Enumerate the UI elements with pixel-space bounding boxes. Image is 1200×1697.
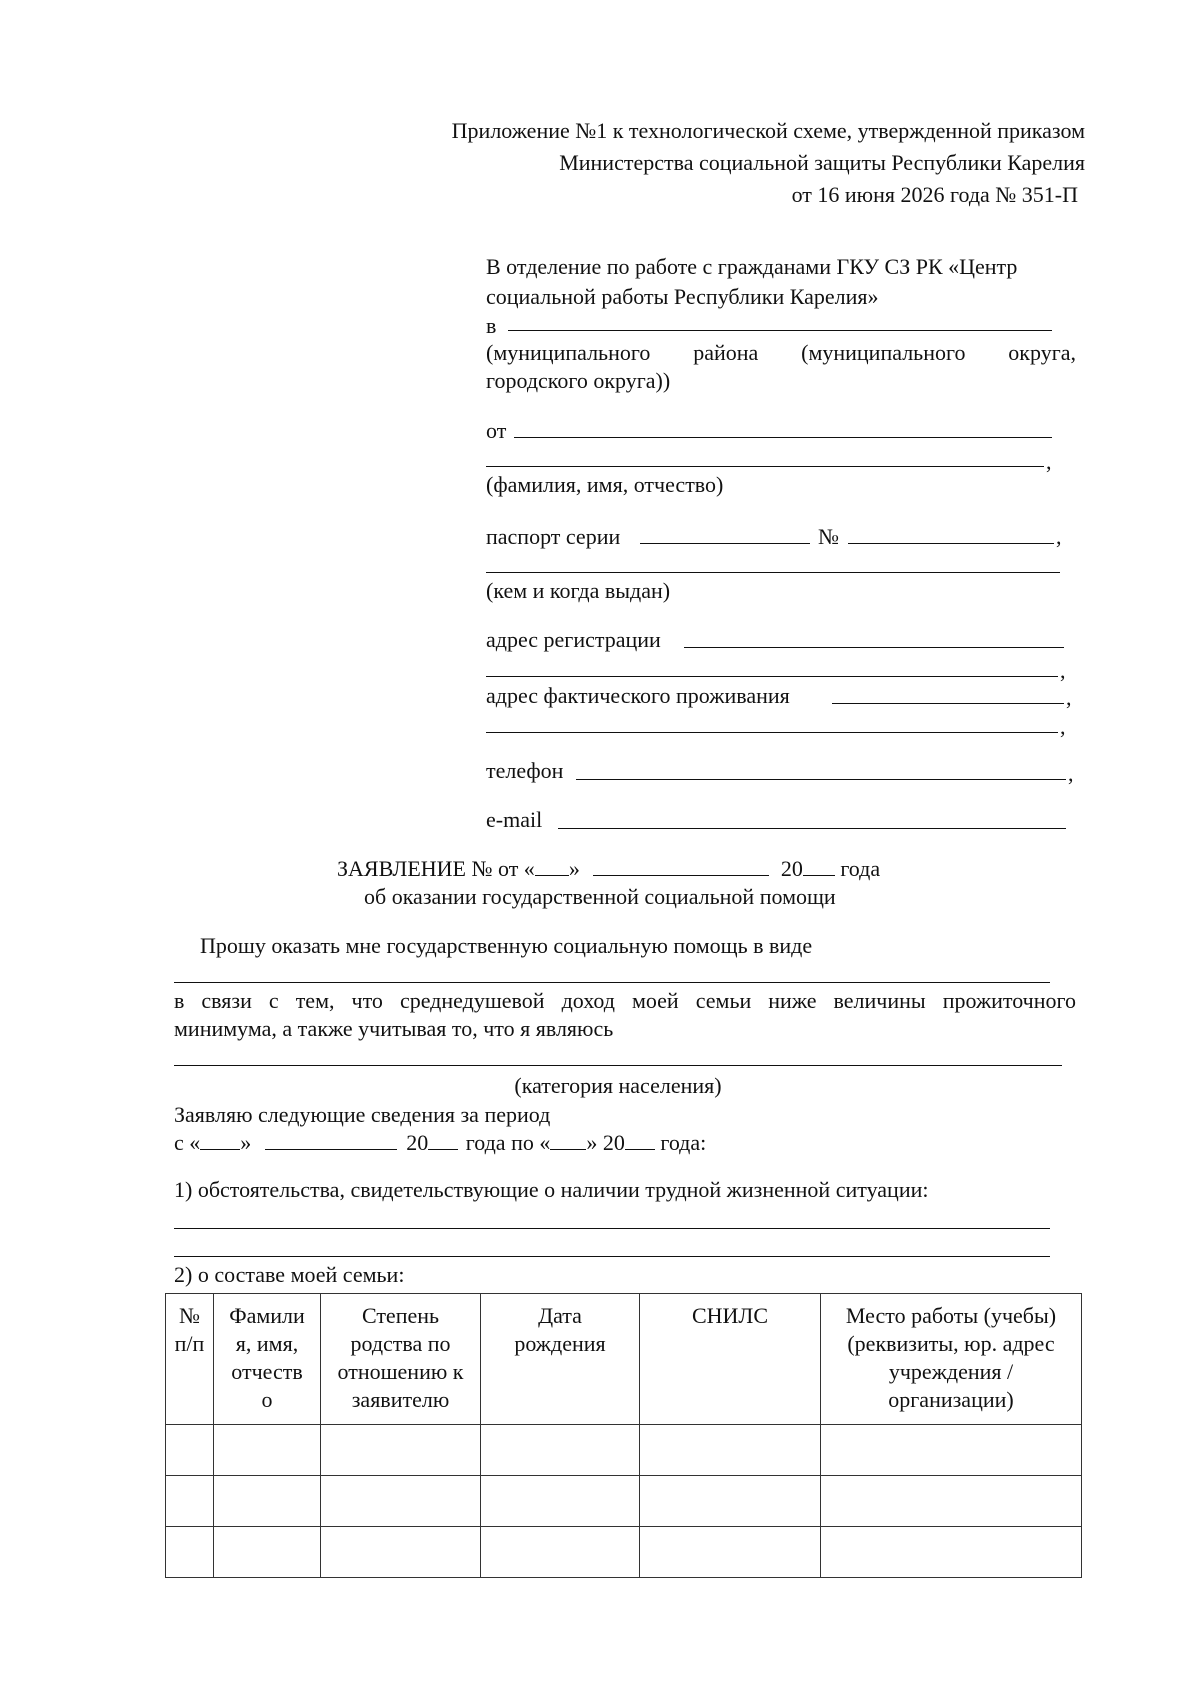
header-line: отношению к <box>337 1358 464 1384</box>
comma: , <box>1060 658 1066 683</box>
header-snils <box>640 1294 821 1425</box>
period-end: года: <box>660 1130 707 1155</box>
table-cell[interactable] <box>821 1527 1082 1578</box>
addressee-v-label: в <box>486 313 497 338</box>
header-line: Фамили <box>229 1303 305 1328</box>
family-table-header-row <box>166 1294 1082 1425</box>
passport-series-label: паспорт серии <box>486 524 621 549</box>
family-table <box>165 1293 1082 1578</box>
actual-address-field[interactable] <box>832 703 1064 704</box>
table-cell[interactable] <box>166 1527 214 1578</box>
period-from-month-field[interactable] <box>265 1131 397 1150</box>
table-cell[interactable] <box>166 1476 214 1527</box>
table-cell[interactable] <box>321 1527 481 1578</box>
header-line: родства по <box>350 1330 451 1356</box>
period-20: 20 <box>406 1130 429 1155</box>
category-hint: (категория населения) <box>514 1073 722 1098</box>
title-year-field[interactable] <box>803 857 835 876</box>
title-year-suffix: года <box>840 856 881 881</box>
header-line: Место работы (учебы) <box>845 1303 1057 1328</box>
header-line: заявителю <box>351 1386 450 1412</box>
issued-hint: (кем и когда выдан) <box>486 578 671 603</box>
category-field[interactable] <box>174 1065 1062 1066</box>
header-birth-date <box>481 1294 640 1425</box>
header-line: Дата <box>538 1303 582 1328</box>
comma: , <box>1066 685 1072 710</box>
comma: , <box>1046 449 1052 474</box>
table-cell[interactable] <box>640 1425 821 1476</box>
from-field-line[interactable] <box>514 437 1052 438</box>
addressee-line-2: социальной работы Республики Карелия» <box>486 284 879 309</box>
email-field[interactable] <box>558 828 1066 829</box>
phone-label: телефон <box>486 758 564 783</box>
period-q: » <box>240 1130 252 1155</box>
header-line: я, имя, <box>235 1330 299 1356</box>
circumstances-field[interactable] <box>174 1228 1050 1229</box>
table-cell[interactable] <box>640 1476 821 1527</box>
period-20b: » 20 <box>586 1130 625 1155</box>
passport-series-field[interactable] <box>640 543 810 544</box>
title-day-field[interactable] <box>535 857 569 876</box>
table-cell[interactable] <box>214 1425 321 1476</box>
reason-line-1: в связи с тем, что среднедушевой доход моей семьи ниже величины прожиточного <box>174 988 1076 1013</box>
header-relationship <box>321 1294 481 1425</box>
statement-title <box>337 856 880 882</box>
approval-line-1: Приложение №1 к технологической схеме, утвержденной приказом <box>451 118 1085 143</box>
header-line: о <box>261 1386 273 1412</box>
request-text: Прошу оказать мне государственную социальную помощь в виде <box>200 933 813 958</box>
table-cell[interactable] <box>481 1527 640 1578</box>
period-from-year-field[interactable] <box>428 1131 458 1150</box>
period-line <box>174 1130 706 1156</box>
reason-line-2: минимума, а также учитывая то, что я являюсь <box>174 1016 614 1041</box>
circumstances-field-2[interactable] <box>174 1256 1050 1257</box>
table-cell[interactable] <box>481 1425 640 1476</box>
table-row <box>166 1527 1082 1578</box>
period-to-day-field[interactable] <box>550 1131 586 1150</box>
header-full-name <box>214 1294 321 1425</box>
table-cell[interactable] <box>481 1476 640 1527</box>
email-label: e-mail <box>486 807 543 832</box>
header-line: Степень <box>361 1303 440 1328</box>
header-line: СНИЛС <box>691 1303 769 1328</box>
addressee-line-1: В отделение по работе с гражданами ГКУ СЗ РК «Центр <box>486 254 1018 279</box>
phone-field[interactable] <box>576 779 1066 780</box>
table-cell[interactable] <box>214 1476 321 1527</box>
period-to-year-field[interactable] <box>625 1131 655 1150</box>
aid-type-field[interactable] <box>174 982 1050 983</box>
header-line: п/п <box>174 1330 205 1356</box>
actual-address-label: адрес фактического проживания <box>486 683 790 708</box>
reg-address-field-2[interactable] <box>486 676 1058 677</box>
period-from-day-field[interactable] <box>200 1131 240 1150</box>
passport-number-field[interactable] <box>848 543 1054 544</box>
title-prefix: ЗАЯВЛЕНИЕ № от « <box>337 856 535 881</box>
comma: , <box>1068 761 1074 786</box>
table-cell[interactable] <box>821 1425 1082 1476</box>
approval-line-3: от 16 июня 2026 года № 351-П <box>791 182 1078 207</box>
actual-address-field-2[interactable] <box>486 732 1058 733</box>
title-year-prefix: 20 <box>780 856 803 881</box>
passport-issued-field[interactable] <box>486 572 1060 573</box>
title-mid: » <box>568 856 580 881</box>
from-label: от <box>486 418 507 443</box>
approval-line-2: Министерства социальной защиты Республики Карелия <box>559 150 1085 175</box>
header-line: № <box>179 1303 200 1328</box>
table-cell[interactable] <box>214 1527 321 1578</box>
reg-address-field[interactable] <box>684 647 1064 648</box>
item-1: 1) обстоятельства, свидетельствующие о наличии трудной жизненной ситуации: <box>174 1177 929 1202</box>
comma: , <box>1060 714 1066 739</box>
family-table-body <box>166 1425 1082 1578</box>
department-field-line[interactable] <box>508 330 1052 331</box>
from-field-line-2[interactable] <box>486 466 1044 467</box>
header-line: учреждения / <box>888 1358 1014 1384</box>
fio-hint: (фамилия, имя, отчество) <box>486 472 724 497</box>
header-line: организации) <box>888 1386 1014 1412</box>
item-2: 2) о составе моей семьи: <box>174 1262 405 1287</box>
header-line: (реквизиты, юр. адрес <box>847 1330 1055 1356</box>
table-cell[interactable] <box>321 1425 481 1476</box>
period-from: с « <box>174 1130 201 1155</box>
statement-subtitle: об оказании государственной социальной помощи <box>364 884 836 909</box>
municipal-hint-2: городского округа)) <box>486 368 671 393</box>
table-row <box>166 1425 1082 1476</box>
passport-number-label: № <box>818 524 839 549</box>
reg-address-label: адрес регистрации <box>486 627 661 652</box>
table-cell[interactable] <box>821 1476 1082 1527</box>
title-month-field[interactable] <box>593 857 769 876</box>
period-intro: Заявляю следующие сведения за период <box>174 1102 551 1127</box>
comma: , <box>1056 524 1062 549</box>
table-row <box>166 1476 1082 1527</box>
header-workplace <box>821 1294 1082 1425</box>
header-number <box>166 1294 214 1425</box>
header-line: отчеств <box>231 1358 303 1384</box>
header-line: рождения <box>514 1330 606 1356</box>
table-cell[interactable] <box>321 1476 481 1527</box>
table-cell[interactable] <box>640 1527 821 1578</box>
table-cell[interactable] <box>166 1425 214 1476</box>
period-mid: года по « <box>465 1130 551 1155</box>
municipal-hint-1: (муниципального района (муниципального округа, <box>486 340 1076 365</box>
